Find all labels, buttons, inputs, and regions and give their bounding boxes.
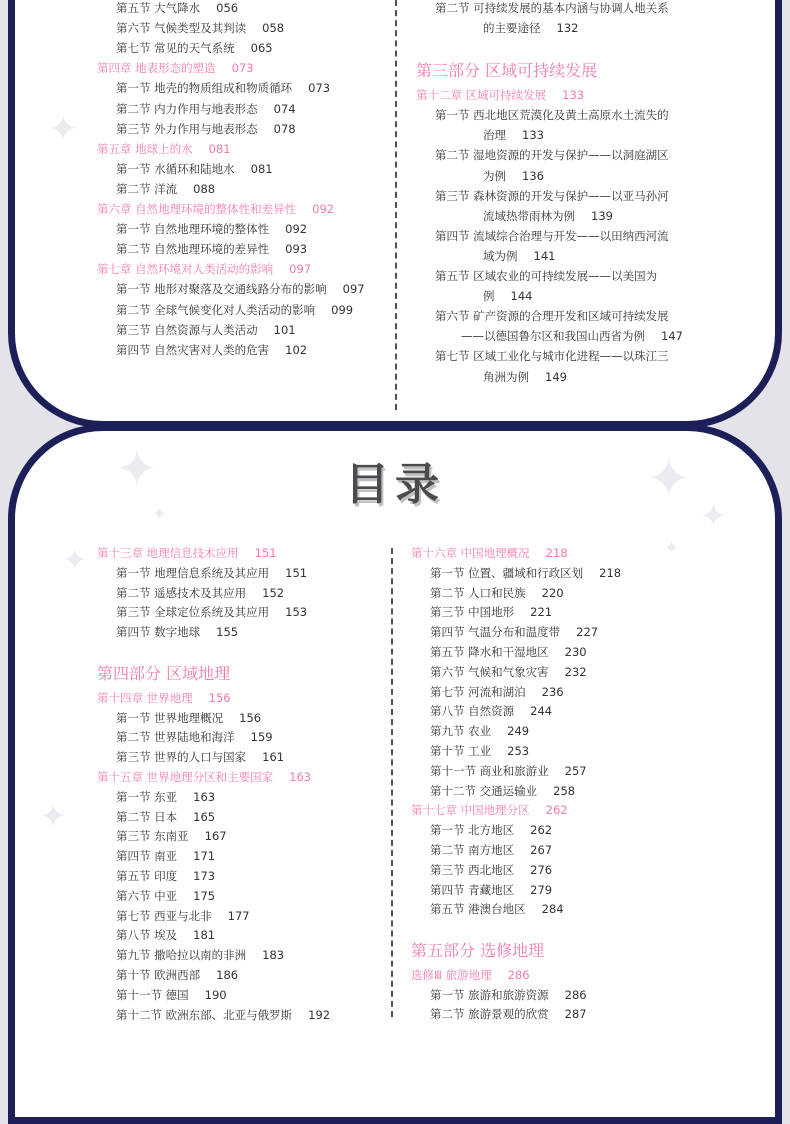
toc-entry-label: 第三节 全球定位系统及其应用 (116, 605, 270, 620)
toc-entry-label: 第一节 世界地理概况 (116, 710, 224, 725)
toc-chapter-entry[interactable] (97, 60, 254, 76)
sparkle-star-icon: ✦ (646, 447, 692, 510)
toc-section-entry[interactable] (435, 268, 657, 284)
toc-entry-label: 第十一节 德国 (116, 987, 189, 1002)
toc-entry-label: 第十二节 欧洲东部、北亚与俄罗斯 (116, 1007, 293, 1022)
toc-entry-label: 第七节 河流和湖泊 (430, 684, 526, 699)
toc-page-number: 183 (262, 948, 285, 963)
toc-section-entry[interactable] (430, 842, 552, 858)
toc-entry-label: 第二节 遥感技术及其应用 (116, 585, 247, 600)
toc-entry-label: 第四章 地表形态的塑造 (97, 61, 216, 76)
toc-entry-label: 第一节 地形对聚落及交通线路分布的影响 (116, 282, 327, 297)
toc-section-entry[interactable] (430, 901, 564, 917)
toc-entry-label: 第七节 区域工业化与城市化进程——以珠江三 (435, 349, 669, 364)
toc-page-number: 056 (216, 1, 239, 15)
toc-page-number: 257 (564, 763, 587, 778)
toc-entry-label: 第一节 位置、疆域和行政区划 (430, 565, 584, 580)
toc-section-entry[interactable] (116, 868, 215, 884)
toc-entry-label: 流域热带雨林为例 (483, 208, 575, 223)
toc-section-entry[interactable] (116, 20, 284, 36)
toc-entry-label: 第五节 区域农业的可持续发展——以美国为 (435, 269, 658, 283)
toc-entry-label: 第二节 湿地资源的开发与保护——以洞庭湖区 (435, 148, 669, 163)
toc-page-number: 167 (204, 829, 227, 844)
toc-entry-label: 第十七章 中国地理分区 (411, 803, 530, 818)
toc-section-entry[interactable] (430, 763, 587, 779)
toc-section-entry[interactable] (116, 987, 227, 1003)
toc-section-entry[interactable] (430, 644, 587, 660)
toc-page-number: 267 (530, 843, 553, 857)
toc-entry-label: 第五部分 选修地理 (411, 941, 545, 960)
toc-section-entry[interactable] (483, 369, 567, 385)
toc-section-entry[interactable] (430, 664, 587, 680)
toc-page-number: 262 (545, 803, 568, 818)
toc-page-number: 147 (661, 329, 683, 344)
toc-entry-label: 第十三章 地理信息技术应用 (97, 546, 239, 560)
toc-page-number: 133 (562, 88, 585, 103)
toc-entry-label: 选修Ⅲ 旅游地理 (411, 967, 492, 982)
toc-chapter-entry[interactable] (411, 967, 530, 983)
toc-part-heading[interactable] (416, 61, 597, 81)
toc-entry-label: 第九节 撒哈拉以南的非洲 (116, 948, 247, 963)
toc-page-number: 221 (530, 605, 553, 620)
toc-page-number: 161 (262, 750, 285, 765)
toc-section-entry[interactable] (116, 1007, 330, 1023)
toc-section-entry[interactable] (116, 604, 307, 620)
toc-entry-label: 第一节 东亚 (116, 789, 178, 804)
toc-section-entry[interactable] (116, 585, 284, 601)
toc-page-number: 181 (193, 928, 216, 943)
toc-page-number: 284 (541, 902, 564, 917)
toc-chapter-entry[interactable] (416, 87, 584, 103)
toc-page-number: 177 (227, 908, 250, 923)
toc-section-entry[interactable] (116, 221, 307, 237)
toc-entry-label: 第六节 气候类型及其判读 (116, 21, 247, 36)
toc-page-number: 153 (285, 605, 308, 620)
toc-section-entry[interactable] (435, 147, 669, 163)
toc-section-entry[interactable] (116, 908, 250, 924)
toc-section-entry[interactable] (116, 322, 296, 338)
toc-entry-label: 第三节 自然资源与人类活动 (116, 322, 258, 337)
toc-entry-label: 第六章 自然地理环境的整体性和差异性 (97, 202, 297, 216)
toc-page-number: 163 (193, 789, 216, 804)
toc-entry-label: 第九节 农业 (430, 724, 492, 739)
column-divider (391, 548, 393, 1017)
toc-section-entry[interactable] (430, 624, 598, 640)
toc-entry-label: 例 (483, 289, 495, 304)
toc-entry-label: 第五节 降水和干湿地区 (430, 645, 549, 659)
toc-page-number: 101 (273, 322, 296, 337)
toc-entry-label: 第八节 埃及 (116, 928, 178, 943)
toc-page-number: 286 (564, 987, 587, 1002)
toc-entry-label: 第二节 世界陆地和海洋 (116, 730, 235, 745)
toc-section-entry[interactable] (116, 927, 215, 943)
toc-page-number: 192 (308, 1007, 331, 1022)
toc-entry-label: 第一节 地壳的物质组成和物质循环 (116, 81, 293, 96)
toc-section-entry[interactable] (483, 208, 613, 224)
toc-page-number: 078 (273, 121, 296, 136)
toc-section-entry[interactable] (430, 783, 575, 799)
toc-entry-label: 第二节 南方地区 (430, 843, 515, 857)
toc-entry-label: 第四节 南亚 (116, 849, 178, 864)
toc-section-entry[interactable] (116, 749, 284, 765)
toc-section-entry[interactable] (116, 302, 353, 318)
toc-entry-label: 第二节 旅游景观的欣赏 (430, 1007, 549, 1022)
toc-page-number: 190 (204, 987, 227, 1002)
toc-section-entry[interactable] (430, 684, 564, 700)
toc-page-number: 156 (208, 690, 231, 705)
toc-page-number: 159 (250, 730, 273, 745)
toc-entry-label: 第二节 洋流 (116, 181, 178, 196)
toc-section-entry[interactable] (430, 882, 552, 898)
toc-section-entry[interactable] (435, 308, 669, 324)
toc-section-entry[interactable] (483, 248, 555, 264)
toc-entry-label: 第二节 全球气候变化对人类活动的影响 (116, 302, 316, 317)
toc-page-number: 218 (599, 565, 622, 580)
toc-entry-label: 第六节 中亚 (116, 888, 178, 903)
toc-page-number: 287 (564, 1007, 587, 1022)
toc-page-number: 139 (591, 208, 613, 223)
toc-section-entry[interactable] (116, 342, 307, 358)
toc-page-number: 102 (285, 342, 308, 357)
toc-page-number: 171 (193, 849, 216, 864)
toc-page-number: 227 (576, 625, 599, 640)
toc-entry-label: 第四节 青藏地区 (430, 882, 515, 897)
toc-page-number: 065 (250, 41, 273, 56)
toc-entry-label: 第二节 自然地理环境的差异性 (116, 242, 270, 257)
toc-page-number: 136 (522, 168, 544, 183)
toc-chapter-entry[interactable] (97, 261, 311, 277)
toc-page-number: 058 (262, 21, 285, 36)
toc-entry-label: 域为例 (483, 248, 518, 263)
toc-section-entry[interactable] (435, 348, 669, 364)
toc-section-entry[interactable] (430, 822, 552, 838)
toc-entry-label: 第一节 自然地理环境的整体性 (116, 222, 270, 237)
toc-section-entry[interactable] (483, 20, 578, 36)
toc-chapter-entry[interactable] (411, 802, 568, 818)
toc-entry-label: 为例 (483, 168, 506, 183)
toc-page-number: 220 (541, 585, 564, 600)
toc-section-entry[interactable] (430, 1006, 587, 1022)
toc-chapter-entry[interactable] (97, 545, 277, 561)
toc-page-number: 249 (507, 724, 530, 739)
toc-entry-label: 第四节 自然灾害对人类的危害 (116, 342, 270, 357)
sparkle-star-icon: ✦ (700, 497, 727, 535)
toc-entry-label: 第四部分 区域地理 (97, 664, 231, 683)
toc-section-entry[interactable] (116, 0, 238, 16)
toc-section-entry[interactable] (435, 0, 669, 16)
toc-section-entry[interactable] (116, 121, 296, 137)
toc-entry-label: 第一节 地理信息系统及其应用 (116, 565, 270, 580)
toc-section-entry[interactable] (483, 288, 532, 304)
toc-section-entry[interactable] (430, 987, 587, 1003)
toc-section-entry[interactable] (435, 188, 669, 204)
toc-entry-label: 第三节 外力作用与地表形态 (116, 121, 258, 136)
toc-page-number: 279 (530, 882, 553, 897)
toc-entry-label: 第二节 内力作用与地表形态 (116, 101, 258, 116)
toc-entry-label: 第十节 欧洲西部 (116, 968, 201, 982)
toc-entry-label: 第十二章 区域可持续发展 (416, 88, 547, 103)
toc-section-entry[interactable] (116, 161, 273, 177)
toc-page-number: 156 (239, 710, 262, 725)
toc-section-entry[interactable] (116, 281, 365, 297)
toc-page-number: 081 (250, 161, 273, 176)
toc-page-number: 276 (530, 862, 553, 877)
toc-page-number: 151 (285, 565, 308, 580)
toc-section-entry[interactable] (430, 743, 529, 759)
toc-entry-label: 第四节 气温分布和温度带 (430, 625, 561, 640)
toc-entry-label: 第十节 工业 (430, 744, 492, 758)
toc-section-entry[interactable] (435, 228, 669, 244)
toc-section-entry[interactable] (116, 888, 215, 904)
toc-entry-label: 治理 (483, 128, 506, 143)
toc-page-number: 144 (510, 289, 533, 304)
toc-entry-label: 第三节 中国地形 (430, 605, 515, 620)
toc-section-entry[interactable] (483, 127, 544, 143)
toc-entry-label: 第二节 可持续发展的基本内涵与协调人地关系 (435, 1, 669, 15)
toc-entry-label: 角洲为例 (483, 369, 529, 384)
toc-entry-label: 第三节 森林资源的开发与保护——以亚马孙河 (435, 188, 669, 203)
toc-section-entry[interactable] (116, 624, 238, 640)
sparkle-star-icon: ✦ (664, 538, 680, 559)
toc-page-number: 088 (193, 181, 216, 196)
toc-page-number: 258 (553, 783, 576, 798)
toc-page-number: 092 (285, 222, 308, 237)
toc-page-number: 286 (507, 967, 530, 982)
toc-page-number: 253 (507, 744, 530, 758)
toc-title: 目录 (345, 459, 445, 510)
toc-part-heading[interactable] (411, 941, 544, 961)
toc-section-entry[interactable] (116, 789, 215, 805)
toc-entry-label: 第三节 世界的人口与国家 (116, 750, 247, 765)
toc-entry-label: 第七节 西亚与北非 (116, 908, 212, 923)
toc-entry-label: 第五章 地球上的水 (97, 141, 193, 156)
toc-entry-label: 第三节 西北地区 (430, 862, 515, 877)
toc-entry-label: 第一节 旅游和旅游资源 (430, 987, 549, 1002)
toc-entry-label: 第六节 气候和气象灾害 (430, 664, 549, 679)
toc-page-number: 244 (530, 704, 553, 719)
toc-section-entry[interactable] (116, 241, 307, 257)
toc-chapter-entry[interactable] (97, 141, 231, 157)
toc-section-entry[interactable] (435, 107, 669, 123)
toc-chapter-entry[interactable] (411, 545, 568, 561)
toc-page-number: 081 (208, 141, 231, 156)
toc-entry-label: 第八节 自然资源 (430, 704, 515, 719)
toc-page-number: 163 (289, 770, 312, 784)
toc-entry-label: 第三部分 区域可持续发展 (416, 61, 598, 80)
toc-page-number: 155 (216, 625, 239, 640)
toc-section-entry[interactable] (116, 848, 215, 864)
toc-section-entry[interactable] (116, 181, 215, 197)
toc-entry-label: 第十一节 商业和旅游业 (430, 763, 549, 778)
toc-page-number: 173 (193, 869, 216, 883)
sparkle-star-icon: ✦ (40, 797, 67, 835)
toc-entry-label: 的主要途径 (483, 21, 541, 36)
toc-section-entry[interactable] (430, 565, 621, 581)
toc-part-heading[interactable] (97, 664, 230, 684)
toc-page-number: 152 (262, 585, 285, 600)
toc-page-number: 099 (331, 302, 354, 317)
toc-page-number: 132 (556, 21, 579, 36)
toc-entry-label: 第十四章 世界地理 (97, 690, 193, 705)
toc-entry-label: 第六节 矿产资源的合理开发和区域可持续发展 (435, 309, 669, 324)
toc-section-entry[interactable] (116, 828, 227, 844)
toc-section-entry[interactable] (116, 729, 273, 745)
column-divider (395, 0, 397, 410)
toc-entry-label: 第十五章 世界地理分区和主要国家 (97, 770, 274, 784)
toc-page-number: 097 (342, 282, 365, 297)
toc-section-entry[interactable] (430, 604, 552, 620)
toc-section-entry[interactable] (116, 809, 215, 825)
toc-page-number: 230 (564, 645, 587, 659)
toc-entry-label: 第五节 大气降水 (116, 1, 201, 15)
toc-page-number: 186 (216, 968, 239, 982)
toc-page-number: 236 (541, 684, 564, 699)
toc-chapter-entry[interactable] (97, 769, 311, 785)
toc-section-entry[interactable] (116, 101, 296, 117)
toc-page-number: 232 (564, 664, 587, 679)
toc-entry-label: 第二节 人口和民族 (430, 585, 526, 600)
toc-page-number: 218 (545, 546, 568, 560)
toc-page-number: 175 (193, 888, 216, 903)
toc-entry-label: 第二节 日本 (116, 809, 178, 824)
toc-entry-label: 第一节 西北地区荒漠化及黄土高原水土流失的 (435, 108, 669, 123)
toc-section-entry[interactable] (430, 703, 552, 719)
toc-chapter-entry[interactable] (97, 690, 231, 706)
toc-page-number: 073 (308, 81, 331, 96)
toc-entry-label: ——以德国鲁尔区和我国山西省为例 (461, 329, 645, 344)
toc-page-number: 151 (254, 546, 277, 560)
toc-section-entry[interactable] (461, 328, 683, 344)
toc-section-entry[interactable] (430, 723, 529, 739)
toc-entry-label: 第五节 印度 (116, 869, 178, 883)
toc-entry-label: 第十二节 交通运输业 (430, 783, 538, 798)
toc-page-number: 073 (231, 61, 254, 76)
toc-page-number: 093 (285, 242, 308, 257)
toc-chapter-entry[interactable] (97, 201, 334, 217)
sparkle-star-icon: ✦ (116, 440, 158, 498)
toc-entry-label: 第三节 东南亚 (116, 829, 189, 844)
toc-entry-label: 第十六章 中国地理概况 (411, 546, 530, 560)
sparkle-star-icon: ✦ (152, 504, 168, 525)
toc-entry-label: 第七节 常见的天气系统 (116, 41, 235, 56)
toc-entry-label: 第一节 水循环和陆地水 (116, 161, 235, 176)
toc-page-number: 074 (273, 101, 296, 116)
toc-page-number: 092 (312, 202, 335, 216)
toc-section-entry[interactable] (430, 585, 564, 601)
toc-section-entry[interactable] (430, 862, 552, 878)
toc-page-number: 262 (530, 823, 553, 838)
toc-section-entry[interactable] (483, 168, 544, 184)
sparkle-star-icon: ✦ (48, 109, 79, 150)
toc-section-entry[interactable] (116, 40, 273, 56)
toc-page-number: 141 (533, 248, 556, 263)
toc-page-number: 149 (545, 369, 567, 384)
toc-section-entry[interactable] (116, 710, 261, 726)
toc-section-entry[interactable] (116, 565, 307, 581)
toc-page-number: 133 (522, 128, 544, 143)
toc-entry-label: 第四节 流域综合治理与开发——以田纳西河流 (435, 228, 669, 243)
toc-section-entry[interactable] (116, 947, 284, 963)
toc-section-entry[interactable] (116, 80, 330, 96)
sparkle-star-icon: ✦ (62, 543, 88, 578)
toc-section-entry[interactable] (116, 967, 238, 983)
toc-entry-label: 第五节 港澳台地区 (430, 902, 526, 917)
toc-entry-label: 第一节 北方地区 (430, 823, 515, 838)
toc-entry-label: 第四节 数字地球 (116, 625, 201, 640)
toc-page-number: 165 (193, 809, 216, 824)
toc-page-number: 097 (289, 262, 312, 277)
toc-entry-label: 第七章 自然环境对人类活动的影响 (97, 262, 274, 277)
